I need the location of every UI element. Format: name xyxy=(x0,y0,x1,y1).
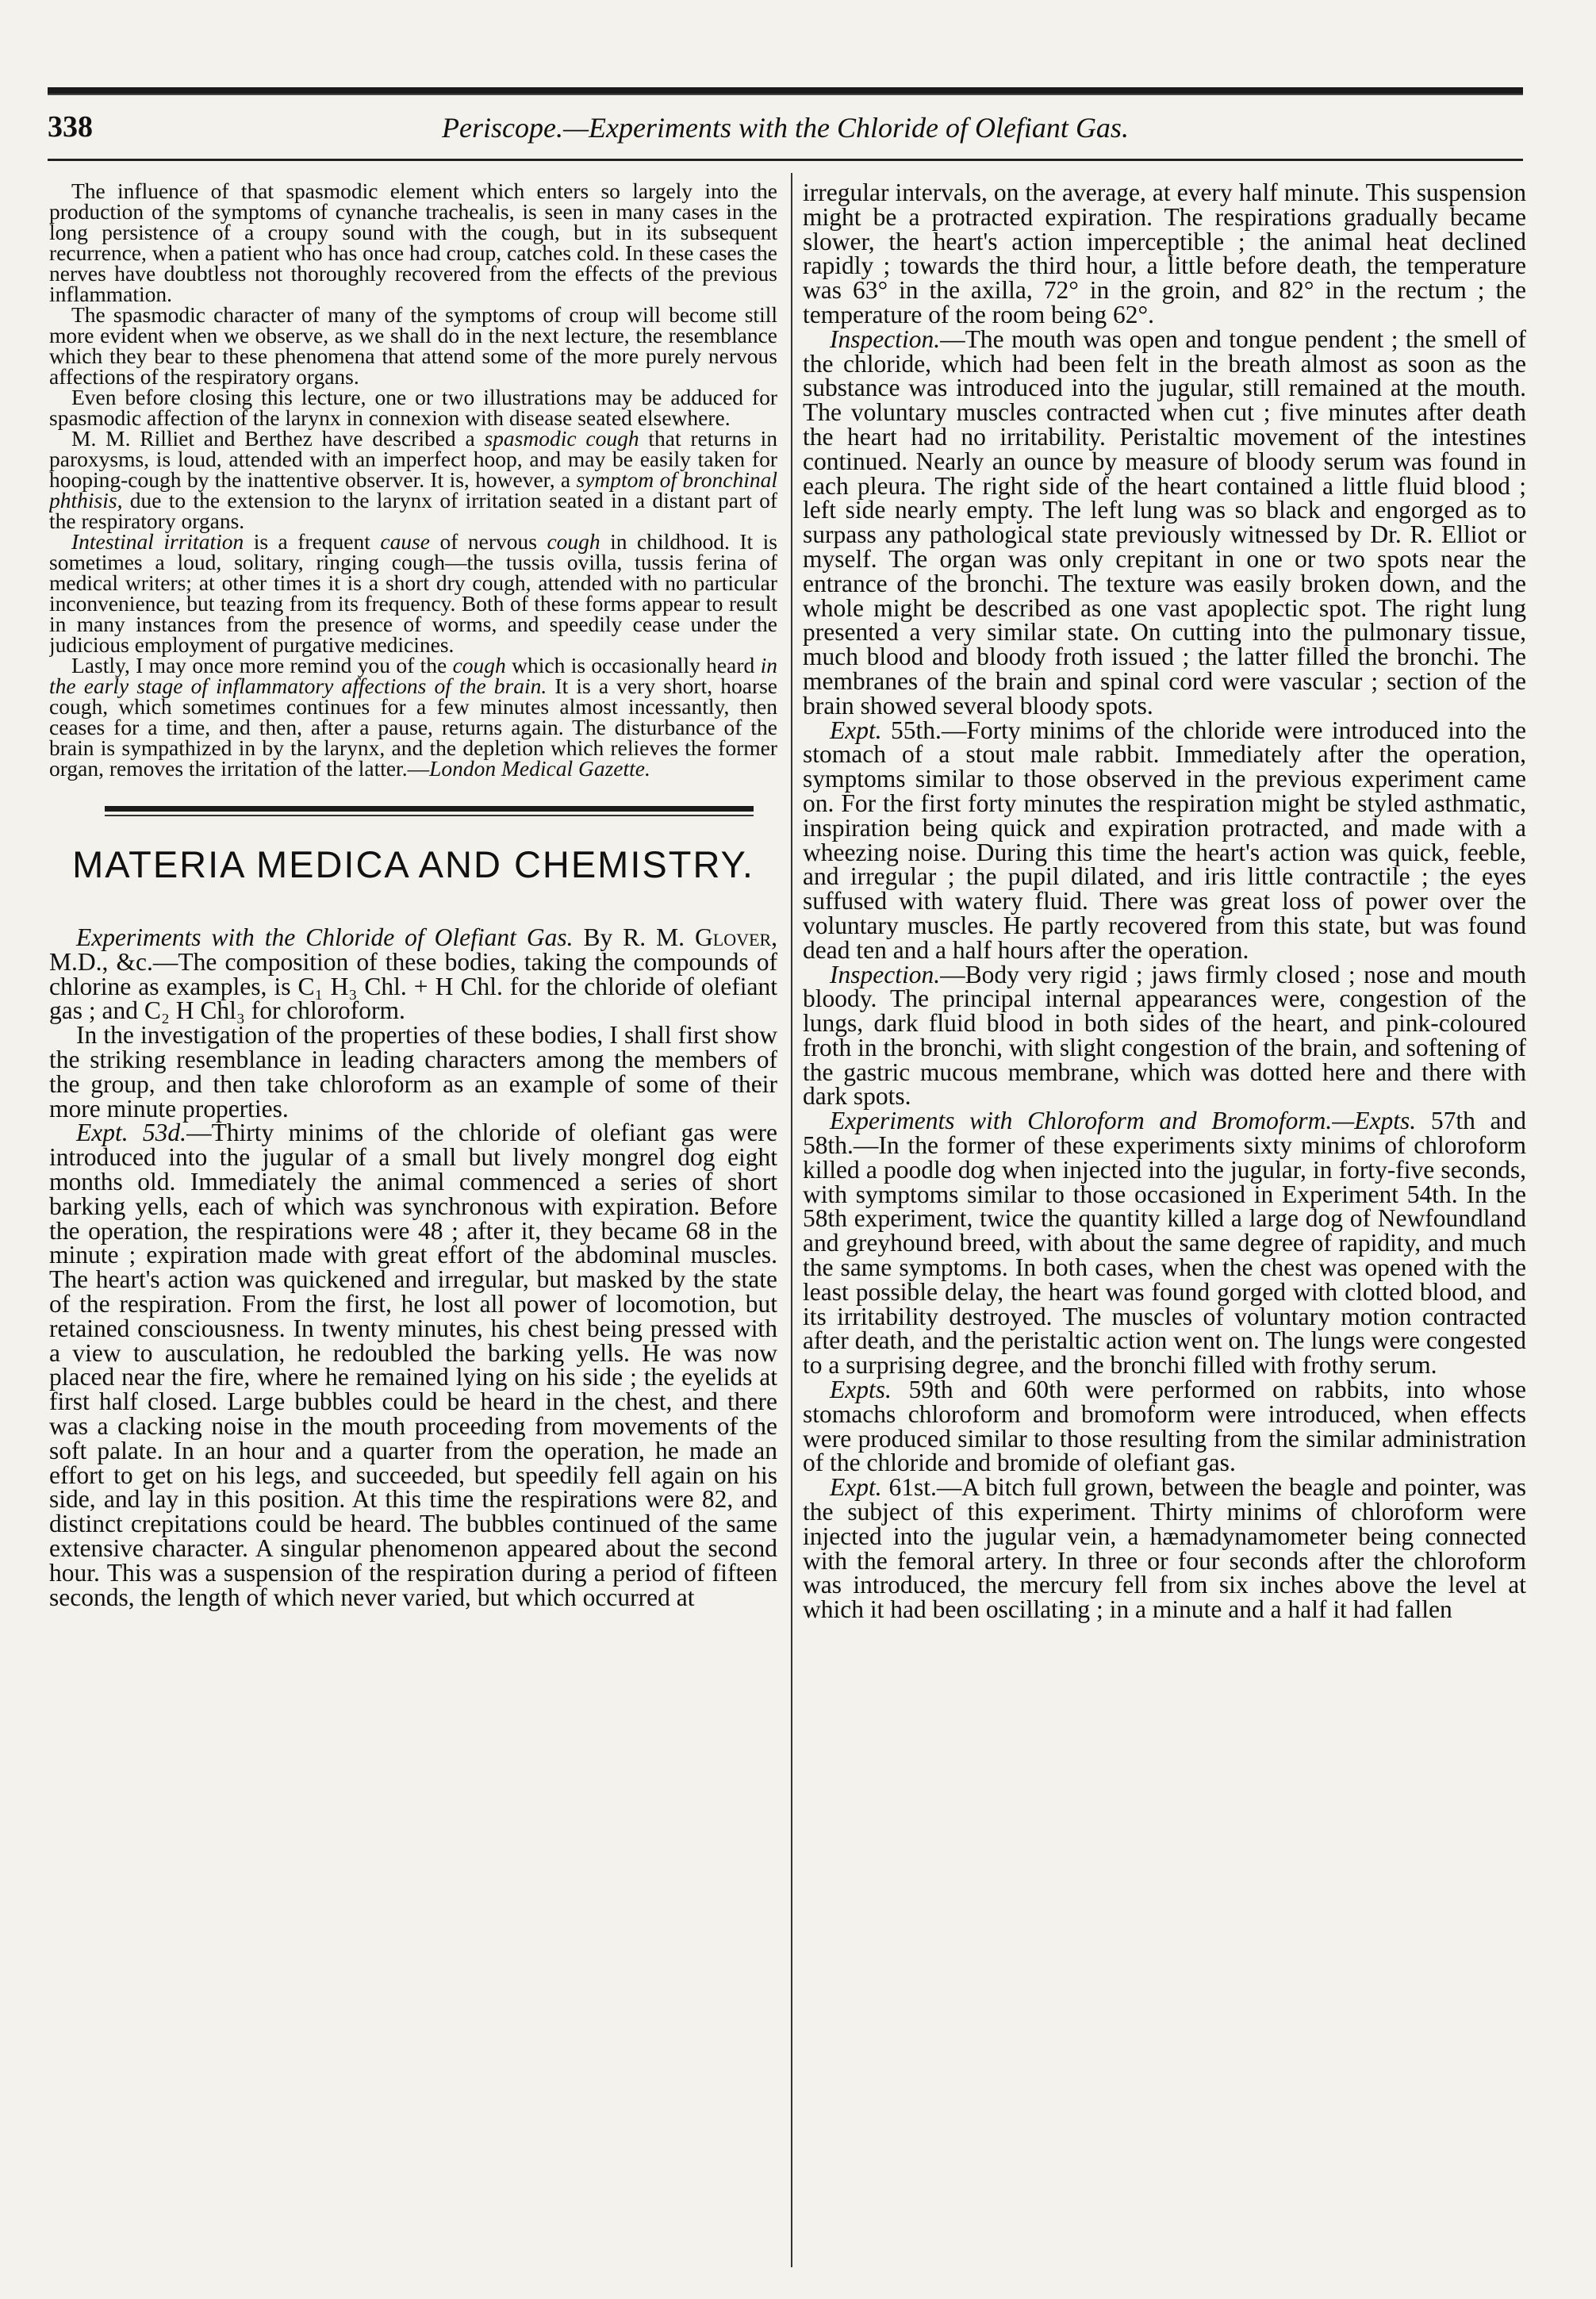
section-heading: MATERIA MEDICA AND CHEMISTRY. xyxy=(72,843,754,885)
paragraph xyxy=(49,655,777,779)
paragraph xyxy=(803,716,1526,964)
article-continuation xyxy=(803,181,1526,1622)
source-citation: London Medical Gazette. xyxy=(429,756,650,781)
section-divider xyxy=(49,795,777,827)
italic-text: cough xyxy=(452,653,506,677)
text-run: —Body very rigid ; jaws firmly closed ; nose and mouth bloody. The principal internal appearances were, congestion of the lungs, dark fluid blood in both sides of the heart, and pink-coloured froth in the bronchi, with slight congestion of the brain, and softening of the gastric mucous membrane, which was dotted here and there with dark spots. xyxy=(803,960,1526,1111)
paragraph xyxy=(49,923,777,1025)
top-rule xyxy=(48,87,1523,95)
column-divider xyxy=(791,173,792,2267)
text-run: —The mouth was open and tongue pendent ; the smell of the chloride, which had been felt in the breath almost as soon as the substance was introduced into the jugular, still remained at the mouth. The voluntary muscles contracted when cut ; five minutes after death the heart had no irritability. Peristaltic movement of the intestines continued. Nearly an ounce by measure of bloody serum was found in each pleura. The right side of the heart contained a little fluid blood ; left side nearly empty. The left lung was so black and engorged as to surpass any pathological state previously witnessed by Dr. R. Elliot or myself. The organ was only crepitant in one or two spots near the entrance of the bronchi. The texture was easily broken down, and the whole might be described as one vast apoplectic spot. The right lung presented a very similar state. On cutting into the pulmonary tissue, much blood and bloody froth issued ; the latter filled the bronchi. The membranes of the brain and spinal cord were vascular ; section of the brain showed several bloody spots. xyxy=(803,324,1526,720)
running-title: Periscope.—Experiments with the Chloride of Olefiant Gas. xyxy=(442,112,1129,144)
section-rule-thick xyxy=(105,806,754,812)
paragraph xyxy=(803,1109,1526,1378)
paragraph xyxy=(49,428,777,532)
right-column xyxy=(803,181,1526,2275)
header-rule xyxy=(48,159,1523,161)
italic-text: cough xyxy=(547,529,600,554)
italic-text: symptom of bronchinal phthisis, xyxy=(49,467,777,512)
inspection-label: Inspection. xyxy=(830,960,941,988)
text-run: is a frequent xyxy=(244,529,381,554)
italic-text: spasmodic cough xyxy=(484,426,639,451)
text-run: 57th and 58th.—In the former of these experiments sixty minims of chloroform killed a poodle dog when injected into the jugular, in forty-five seconds, with symptoms similar to those occasioned in Experiment 54th. In the 58th experiment, twice the quantity killed a large dog of Newfoundland and greyhound breed, with about the same degree of rapidity, and much the same symptoms. In both cases, when the chest was opened with the least possible delay, the heart was found gorged with clotted blood, and its irritability destroyed. The muscles of voluntary motion contracted after death, and the peristaltic action went on. The lungs were congested to a surprising degree, and the bronchi filled with frothy serum. xyxy=(803,1107,1526,1380)
text-run: that returns in paroxysms, is loud, attended with an imperfect hoop, and may be easily taken for hooping-cough by the inattentive observer. It is, however, a xyxy=(49,426,777,492)
italic-text: cause xyxy=(380,529,430,554)
experiment-label: Expt. 53d. xyxy=(76,1119,187,1147)
experiment-label: Expt. xyxy=(830,1473,882,1502)
paragraph xyxy=(803,960,1526,1111)
italic-text: in the early stage of inflammatory affections of the brain. xyxy=(49,653,777,698)
text-run: 59th and 60th were performed on rabbits, into whose stomachs chloroform and bromoform were introduced, when effects were produced similar to those resulting from the similar administration of the chloride and bromide of olefiant gas. xyxy=(803,1376,1526,1477)
text-run: of nervous xyxy=(429,529,547,554)
experiment-label: Expt. xyxy=(830,716,882,744)
experiment-label: Expts. xyxy=(830,1376,892,1404)
inspection-label: Inspection. xyxy=(830,324,941,353)
left-column xyxy=(49,181,777,2275)
paragraph xyxy=(803,1473,1526,1624)
text-run: due to the extension to the larynx of irritation seated in a distant part of the respiratory organs. xyxy=(49,488,777,533)
article-title: Experiments with the Chloride of Olefiant Gas. xyxy=(76,923,574,951)
paragraph: Even before closing this lecture, one or two illustrations may be adduced for spasmodic affection of the larynx in connexion with disease seated elsewhere. xyxy=(49,385,777,430)
text-run: By xyxy=(573,923,623,951)
text-run: 55th.—Forty minims of the chloride were introduced into the stomach of a stout male rabbit. Immediately after the operation, symptoms similar to those observed in the previous experiment came on. For the first forty minutes the respiration might be styled asthmatic, inspiration being quick and expiration protracted, and made with a wheezing noise. During this time the heart's action was quick, feeble, and irregular ; the pupil dilated, and iris little contractile ; the eyes suffused with watery fluid. There was great loss of power over the voluntary muscles. He partly recovered from this state, but was found dead ten and a half hours after the operation. xyxy=(803,716,1526,964)
author-name: R. M. Glover, xyxy=(623,923,777,951)
text-run: Lastly, I may once more remind you of the xyxy=(71,653,453,677)
text-run: —Thirty minims of the chloride of olefiant gas were introduced into the jugular of a small but lively mongrel dog eight months old. Immediately the animal commenced a series of short barking yells, each of which was synchronous with expiration. Before the operation, the respirations were 48 ; after it, they became 68 in the minute ; expiration made with great effort of the abdominal muscles. The heart's action was quickened and irregular, but masked by the state of the respiration. From the first, he lost all power of locomotion, but retained consciousness. In twenty minutes, his chest being pressed with a view to ausculation, he redoubled the barking yells. He was now placed near the fire, where he remained lying on his side ; the eyelids at first half closed. Large bubbles could be heard in the chest, and there was a clacking noise in the mouth proceeding from movements of the soft palate. In an hour and a quarter from the operation, he made an effort to get on his legs, and succeeded, but speedily fell again on his side, and lay in this position. At this time the respirations were 82, and distinct crepitations could be heard. The bubbles continued of the same extensive character. A singular phenomenon appeared about the second hour. This was a suspension of the respiration during a period of fifteen seconds, the length of which never varied, but which occurred at xyxy=(49,1119,777,1611)
paragraph xyxy=(49,1121,777,1610)
paragraph xyxy=(803,1378,1526,1476)
text-run: M.D., &c.—The composition of these bodies, taking the compounds of chlorine as examples, is C₁ H₃ Chl. + H Chl. for the chloride of olefiant gas ; and C₂ H Chl₃ for chloroform. xyxy=(49,947,777,1025)
page-header xyxy=(48,109,1523,157)
italic-text: Intestinal irritation xyxy=(71,529,244,554)
text-run: It is a very short, hoarse cough, which sometimes continues for a few minutes almost incessantly, then ceases for a time, and then, after a pause, returns again. The disturbance of the brain is sympathized in by the larynx, and the depletion which relieves the former organ, removes the irritation of the latter.— xyxy=(49,674,777,781)
paragraph xyxy=(803,324,1526,720)
text-run: which is occasionally heard xyxy=(505,653,761,677)
paragraph: The influence of that spasmodic element which enters so largely into the production of the symptoms of cynanche trachealis, is seen in many cases in the long persistence of a croupy sound with the cough, but in its subsequent recurrence, when a patient who has once had croup, catches cold. In these cases the nerves have doubtless not thoroughly recovered from the effects of the previous inflammation. xyxy=(49,181,777,306)
paragraph xyxy=(49,529,777,657)
experiment-label: Experiments with Chloroform and Bromoform.—Expts. xyxy=(830,1107,1417,1135)
paragraph: In the investigation of the properties of these bodies, I shall first show the striking resemblance in leading characters among the members of the group, and then take chloroform as an example of some of their more minute properties. xyxy=(49,1021,777,1123)
paragraph: irregular intervals, on the average, at every half minute. This suspension might be a protracted expiration. The respirations gradually became slower, the heart's action imperceptible ; the animal heat declined rapidly ; towards the third hour, a little before death, the temperature was 63° in the axilla, 72° in the groin, and 82° in the rectum ; the temperature of the room being 62°. xyxy=(803,181,1526,328)
text-run: 61st.—A bitch full grown, between the beagle and pointer, was the subject of this experiment. Thirty minims of chloroform were injected into the jugular vein, a hæmadynamometer being connected with the femoral artery. In three or four seconds after the chloroform was introduced, the mercury fell from six inches above the level at which it had been oscillating ; in a minute and a half it had fallen xyxy=(803,1473,1526,1624)
lecture-text xyxy=(49,181,777,779)
paragraph: The spasmodic character of many of the symptoms of croup will become still more evident when we observe, as we shall do in the next lecture, the resemblance which they bear to these phenomena that attend some of the more purely nervous affections of the respiratory organs. xyxy=(49,302,777,389)
article-text xyxy=(49,923,777,1611)
text-run: in childhood. It is sometimes a loud, solitary, ringing cough—the tussis ovilla, tussis ferina of medical writers; at other times it is a short dry cough, attended with no particular inconvenience, but teazing from its frequency. Both of these forms appear to result in many instances from the presence of worms, and speedily cease under the judicious employment of purgative medicines. xyxy=(49,529,777,657)
text-run: M. M. Rilliet and Berthez have described a xyxy=(71,426,485,451)
page-number: 338 xyxy=(48,110,93,144)
section-rule-thin xyxy=(105,815,754,816)
